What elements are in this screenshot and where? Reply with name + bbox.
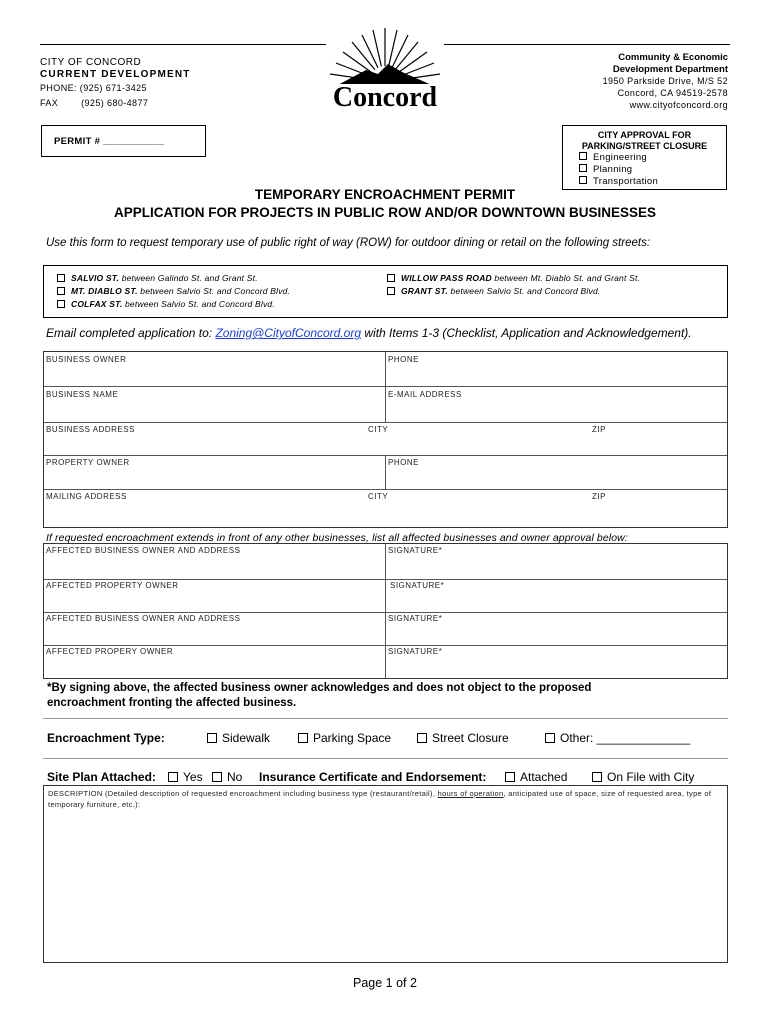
affected-instruction: If requested encroachment extends in front of any other businesses, list all affected businesses and owner approval below:: [46, 532, 628, 544]
checkbox-icon[interactable]: [298, 733, 308, 743]
insurance-attached[interactable]: Attached: [505, 770, 567, 784]
business-zip-field[interactable]: ZIP: [592, 425, 606, 434]
street-grant[interactable]: GRANT ST. between Salvio St. and Concord Blvd.: [387, 286, 640, 296]
business-owner-phone-field[interactable]: PHONE: [388, 355, 419, 364]
address-line2: Concord, CA 94519-2578: [617, 88, 728, 98]
right-dept-line2: Development Department: [612, 64, 728, 75]
checkbox-icon[interactable]: [592, 772, 602, 782]
checkbox-icon[interactable]: [417, 733, 427, 743]
header-left-block: [40, 57, 191, 108]
checkbox-icon[interactable]: [579, 152, 587, 160]
affected-business-owner-2[interactable]: AFFECTED BUSINESS OWNER AND ADDRESS: [46, 614, 241, 623]
street-willow-pass[interactable]: WILLOW PASS ROAD between Mt. Diablo St. and Grant St.: [387, 273, 640, 283]
title-line-1: TEMPORARY ENCROACHMENT PERMIT: [254, 187, 516, 202]
checkbox-icon[interactable]: [57, 300, 65, 308]
business-name-field[interactable]: BUSINESS NAME: [46, 390, 119, 399]
affected-table: [43, 543, 728, 679]
checkbox-icon[interactable]: [545, 733, 555, 743]
permit-label: PERMIT # ___________: [54, 136, 165, 147]
streets-box: [43, 265, 728, 318]
approval-engineering[interactable]: Engineering: [579, 152, 726, 163]
checkbox-icon[interactable]: [387, 287, 395, 295]
checkbox-icon[interactable]: [57, 287, 65, 295]
affected-note: *By signing above, the affected business owner acknowledges and does not object to the proposed encroachment fronting the affected business.: [47, 682, 592, 709]
intro-text: Use this form to request temporary use of public right of way (ROW) for outdoor dining or retail on the following streets:: [46, 237, 651, 249]
option-other[interactable]: Other: ______________: [545, 731, 690, 745]
website: www.cityofconcord.org: [629, 100, 728, 110]
encroachment-type-label: Encroachment Type:: [47, 731, 165, 745]
option-street-closure[interactable]: Street Closure: [417, 731, 509, 745]
divider: [43, 718, 728, 719]
city-approval-box: [562, 125, 727, 190]
affected-business-owner-1[interactable]: AFFECTED BUSINESS OWNER AND ADDRESS: [46, 546, 241, 555]
affected-signature-2[interactable]: SIGNATURE*: [390, 581, 445, 590]
dept-name: CURRENT DEVELOPMENT: [40, 69, 191, 80]
svg-text:Concord: Concord: [332, 82, 438, 110]
street-salvio[interactable]: SALVIO ST. between Galindo St. and Grant St.: [57, 273, 290, 283]
business-address-field[interactable]: BUSINESS ADDRESS: [46, 425, 135, 434]
email-address-field[interactable]: E-MAIL ADDRESS: [388, 390, 462, 399]
approval-transportation[interactable]: Transportation: [579, 176, 726, 187]
insurance-on-file[interactable]: On File with City: [592, 770, 694, 784]
city-name: CITY OF CONCORD: [40, 57, 142, 68]
concord-logo: [326, 26, 444, 110]
affected-signature-4[interactable]: SIGNATURE*: [388, 647, 443, 656]
header-rule-right: [444, 44, 730, 45]
checkbox-icon[interactable]: [579, 164, 587, 172]
affected-signature-3[interactable]: SIGNATURE*: [388, 614, 443, 623]
business-city-field[interactable]: CITY: [368, 425, 389, 434]
divider: [43, 758, 728, 759]
right-dept-line1: Community & Economic: [618, 52, 728, 63]
checkbox-icon[interactable]: [387, 274, 395, 282]
checkbox-icon[interactable]: [579, 176, 587, 184]
dept-phone: PHONE: (925) 671-3425: [40, 83, 147, 93]
applicant-fields-table: [43, 351, 728, 528]
site-plan-yes[interactable]: Yes: [168, 770, 203, 784]
fax-label: FAX: [40, 98, 59, 108]
insurance-label: Insurance Certificate and Endorsement:: [259, 770, 487, 784]
checkbox-icon[interactable]: [57, 274, 65, 282]
email-link[interactable]: Zoning@CityofConcord.org: [215, 326, 362, 340]
option-sidewalk[interactable]: Sidewalk: [207, 731, 270, 745]
title-line-2: APPLICATION FOR PROJECTS IN PUBLIC ROW AND/OR DOWNTOWN BUSINESSES: [113, 205, 657, 220]
permit-number-box[interactable]: [41, 125, 206, 157]
mailing-city-field[interactable]: CITY: [368, 492, 389, 501]
option-parking-space[interactable]: Parking Space: [298, 731, 391, 745]
approval-title-2: PARKING/STREET CLOSURE: [581, 141, 708, 151]
approval-title-1: CITY APPROVAL FOR: [597, 130, 692, 140]
approval-planning[interactable]: Planning: [579, 164, 726, 175]
sunburst-logo-icon: [326, 26, 444, 110]
affected-property-owner-2[interactable]: AFFECTED PROPERY OWNER: [46, 647, 174, 656]
checkbox-icon[interactable]: [207, 733, 217, 743]
fax-number: (925) 680-4877: [81, 98, 149, 108]
street-colfax[interactable]: COLFAX ST. between Salvio St. and Concord Blvd.: [57, 299, 290, 309]
description-label: DESCRIPTION (Detailed description of requested encroachment including business type (restaurant/retail), hours of operation, anticipated use of space, size of requested area, type of temporary furniture, etc.):: [48, 789, 712, 809]
property-owner-field[interactable]: PROPERTY OWNER: [46, 458, 130, 467]
header-rule-left: [40, 44, 326, 45]
description-box[interactable]: [43, 785, 728, 963]
header-right-block: [603, 52, 728, 110]
streets-right-column: [387, 273, 640, 299]
dept-fax: [40, 98, 191, 108]
checkbox-icon[interactable]: [168, 772, 178, 782]
property-owner-phone-field[interactable]: PHONE: [388, 458, 419, 467]
email-instruction: Email completed application to: Zoning@CityofConcord.org with Items 1-3 (Checklist, Application and Acknowledgement).: [46, 326, 692, 340]
streets-left-column: [57, 273, 290, 312]
site-plan-label: Site Plan Attached:: [47, 770, 156, 784]
affected-property-owner-1[interactable]: AFFECTED PROPERTY OWNER: [46, 581, 179, 590]
address-line1: 1950 Parkside Drive, M/S 52: [602, 76, 728, 86]
checkbox-icon[interactable]: [212, 772, 222, 782]
mailing-zip-field[interactable]: ZIP: [592, 492, 606, 501]
checkbox-icon[interactable]: [505, 772, 515, 782]
street-mt-diablo[interactable]: MT. DIABLO ST. between Salvio St. and Concord Blvd.: [57, 286, 290, 296]
business-owner-field[interactable]: BUSINESS OWNER: [46, 355, 127, 364]
mailing-address-field[interactable]: MAILING ADDRESS: [46, 492, 127, 501]
page-number: Page 1 of 2: [353, 976, 417, 990]
affected-signature-1[interactable]: SIGNATURE*: [388, 546, 443, 555]
site-plan-no[interactable]: No: [212, 770, 242, 784]
